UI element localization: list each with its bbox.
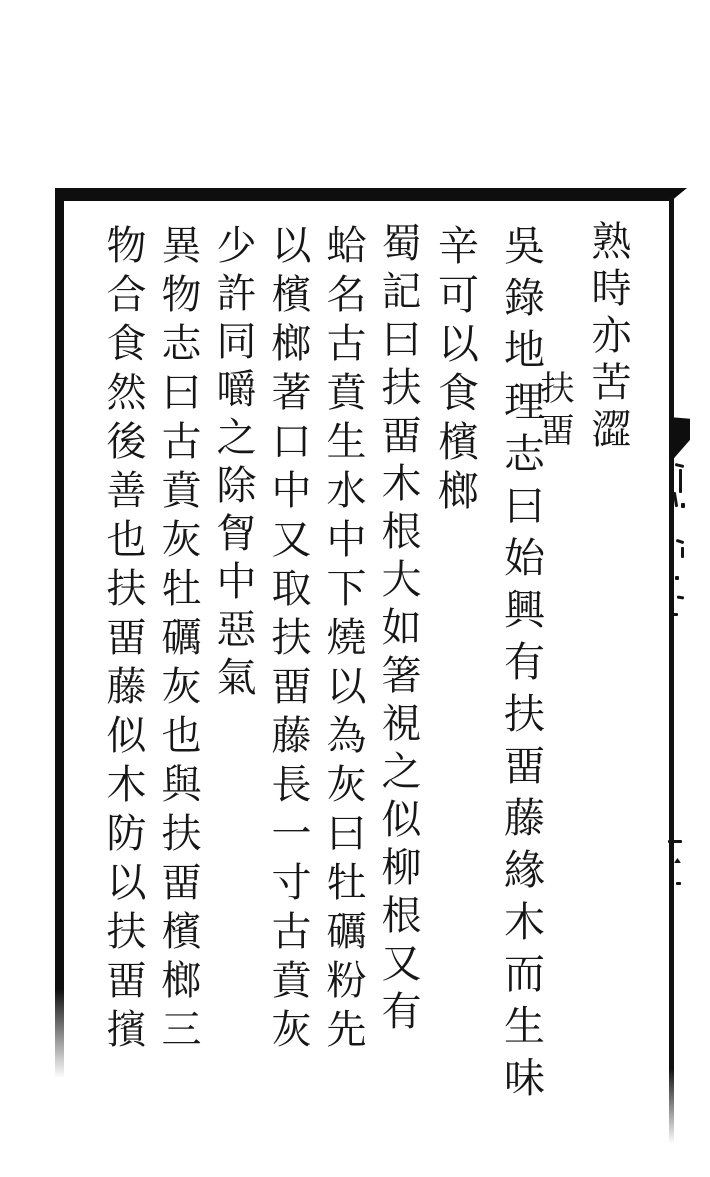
section-heading-fuliu: 扶畱 — [534, 370, 574, 454]
margin-ink-fragment — [668, 840, 682, 843]
margin-ink-fragment — [681, 547, 684, 558]
frame-top-border — [55, 188, 687, 201]
text-column-7: 少許同嚼之除胷中惡氣 — [210, 224, 256, 704]
page-fold-line — [669, 196, 674, 1144]
text-column-8: 異物志曰古賁灰牡礪灰也與扶畱檳榔三 — [155, 224, 201, 1057]
margin-ink-fragment — [674, 858, 681, 863]
text-column-4: 蜀記曰扶畱木根大如箸視之似柳根又有 — [375, 222, 421, 1038]
text-column-6: 以檳榔著口中又取扶畱藤長一寸古賁灰 — [265, 224, 311, 1057]
margin-ink-fragment — [681, 503, 685, 508]
margin-ink-fragment — [676, 882, 681, 885]
frame-left-border — [55, 188, 64, 1078]
margin-ink-fragment — [675, 463, 684, 468]
margin-ink-fragment — [679, 469, 682, 493]
fishtail-mark — [669, 417, 690, 461]
margin-ink-fragment — [675, 576, 679, 580]
text-column-1: 熟時亦苦澀 — [585, 220, 631, 455]
text-column-5: 蛤名古賁生水中下燒以為灰曰牡礪粉先 — [320, 224, 366, 1057]
text-column-2: 吳錄地理志曰始興有扶畱藤緣木而生味 — [497, 224, 545, 1108]
margin-ink-fragment — [673, 613, 678, 616]
text-column-9: 物合食然後善也扶畱藤似木防以扶畱擯 — [100, 224, 146, 1057]
margin-ink-fragment — [676, 539, 685, 544]
text-column-3: 辛可以食檳榔 — [431, 224, 479, 518]
margin-ink-fragment — [677, 596, 684, 600]
